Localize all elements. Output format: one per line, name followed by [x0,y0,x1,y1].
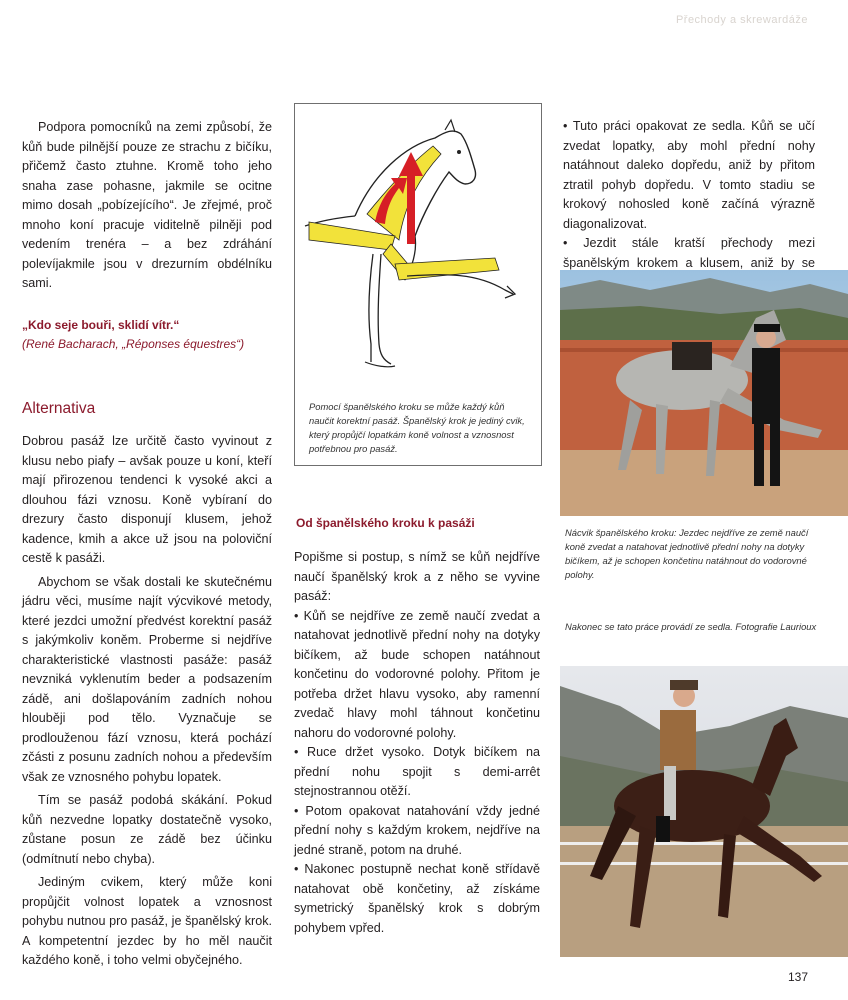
bullet-item: • Nakonec postupně nechat koně střídavě natahovat obě končetiny, až získáme symetrický španělský krok s dobrým pohybem vpřed. [294,862,540,935]
paragraph: Abychom se však dostali ke skutečnému jádru věci, musíme najít výcvikové metody, které jezdci umožní předvést korektní pasáž s jakýmkoliv koněm. Proberme si nejdříve charakteristické vlastnosti pasáže: pasáž nevzniká vyklenutím beder a podsazením zádě, ani došlapováním zadních nohou hlouběji pod tělo. Vyznačuje se prodlouženou fází vznosu, která pochází zčásti z posunu zadních nohou a především však ze vznosného pohybu lopatek. [22,574,272,784]
subsection-heading: Od španělského kroku k pasáži [296,516,475,530]
left-column [22,118,272,971]
quote-source: (René Bacharach, „Réponses équestres“) [22,337,245,351]
bullet-item: • Ruce držet vysoko. Dotyk bičíkem na přední nohu spojit s demi-arrêt stejnostrannou otěží. [294,745,540,798]
bullet-item: • Jezdit stále kratší přechody mezi španělským krokem a klusem, aniž by se [563,236,815,270]
quote: „Kdo seje bouři, sklidí vítr.“ [22,317,180,332]
bullet-item: • Potom opakovat natahování vždy jedné přední nohy s každým krokem, nejdříve na jedné straně, potom na druhé. [294,803,540,857]
paragraph: Podpora pomocníků na zemi způsobí, že kůň bude pilnější pouze ze strachu z bičíku, přičemž často ztuhne. Kromě toho jeho snaha zase pohasne, jakmile se ocitne mimo dosah „pobízejícího“. Je zřejmé, proč mnoho koní pracuje viditelně pilněji pod vedením trenéra – a bez zdráhání polevíjakmile jsou v drezurním obdélníku sami. [22,120,272,290]
paragraph: Jediným cvikem, který může koni propůjčit volnost lopatek a vznosnost pohybu nutnou pro pasáž, je španělský krok. A kompetentní jezdec by ho měl naučit každého koně, i toho velmi obyčejného. [22,875,272,967]
bullet-item: • Kůň se nejdříve ze země naučí zvedat a natahovat jednotlivě přední nohy na dotyky bičíkem, až bude schopen natáhnout končetinu do vodorovné polohy. Přitom je potřeba držet hlavu vysoko, aby ramenní zvedač hlavy mohl táhnout končetinu nahoru do vodorovné polohy. [294,608,540,740]
middle-column [294,548,540,938]
paragraph: Dobrou pasáž lze určitě často vyvinout z klusu nebo piafy – avšak pouze u koní, kteří mají přirozenou tendenci k vysoké akci a dlouhou fázi vznosu. Koně vybíraní do drezury často disponují klusem, jehož kadence, kmih a akce už jsou na poloviční cestě k pasáži. [22,434,272,565]
section-heading: Alternativa [22,399,96,417]
right-column [563,117,815,293]
running-head: Přechody a skrewardáže [675,14,808,26]
photo1-caption: Nácvik španělského kroku: Jezdec nejdříve ze země naučí koně zvedat a natahovat jednotlivě přední nohy na dotyky bičíkem, až je schopen končetinu natáhnout do vodorovné polohy. [565,527,809,580]
figure-box [294,103,542,466]
bullet-item: • Tuto práci opakovat ze sedla. Kůň se učí zvedat lopatky, aby mohl přední nohy natáhnout daleko dopředu, aniž by přitom ztratil pohyb dopředu. V tomto stadiu se krokový nohosled koně začíná výrazně diagonalizovat. [563,119,815,231]
horse-diagram [295,104,541,394]
photo-spanish-walk-ridden [560,666,848,957]
photo2-caption: Nakonec se tato práce provádí ze sedla. Fotografie Laurioux [565,621,817,632]
page-number: 137 [787,970,808,984]
paragraph: Popišme si postup, s nímž se kůň nejdříve naučí španělský krok a z něho se vyvine pasáž: [294,550,540,603]
paragraph: Tím se pasáž podobá skákání. Pokud kůň nezvedne lopatky dostatečně vysoko, zůstane posun ze zádě bez účinku (odmítnutí nebo chyba). [22,793,272,866]
figure-caption: Pomocí španělského kroku se může každý kůň naučit korektní pasáž. Španělský krok je jediný cvik, který propůjčí lopatkám koně volnost a vznosnost potřebnou pro pasáž. [309,401,525,454]
photo-spanish-walk-ground [560,270,848,516]
